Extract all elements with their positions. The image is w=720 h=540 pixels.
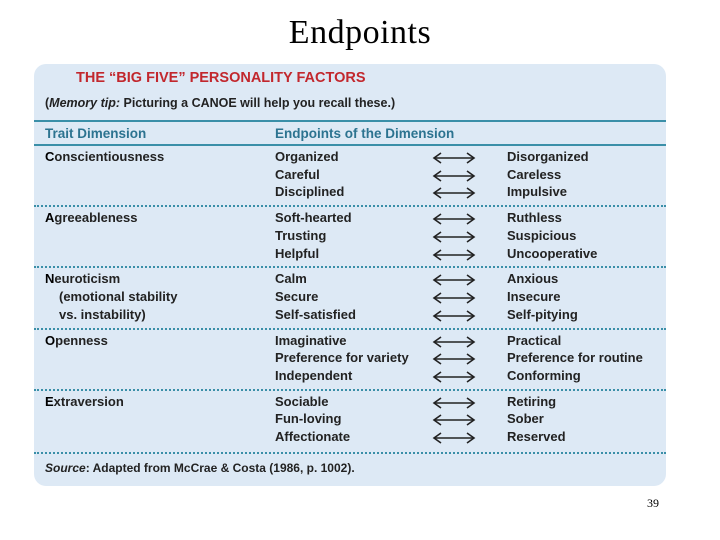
memory-tip-text: Picturing a CANOE will help you recall these. (123, 96, 391, 110)
endpoint-low: Fun-loving (275, 411, 342, 427)
trait-name (45, 270, 177, 323)
trait-name-rest: greeableness (54, 210, 138, 226)
page-number: 39 (647, 496, 659, 510)
endpoint-low: Secure (275, 289, 319, 305)
trait-name-rest: penness (55, 332, 108, 348)
source-divider (34, 452, 666, 454)
endpoint-low: Preference for variety (275, 350, 409, 366)
row-divider (34, 328, 666, 330)
endpoint-high: Suspicious (507, 227, 577, 243)
trait-subtitle: (emotional stability (59, 289, 178, 305)
header-top-rule (34, 120, 666, 122)
double-arrow-icon (432, 431, 476, 443)
double-arrow-icon (432, 352, 476, 364)
trait-name (45, 332, 108, 350)
endpoint-high: Practical (507, 332, 562, 348)
endpoint-high: Uncooperative (507, 245, 598, 261)
row-divider (34, 266, 666, 268)
endpoint-high: Retiring (507, 393, 557, 409)
trait-name-rest: onscientiousness (54, 149, 165, 164)
double-arrow-icon (432, 309, 476, 321)
big-five-table (34, 64, 666, 486)
endpoint-high: Impulsive (507, 184, 567, 200)
double-arrow-icon (432, 413, 476, 425)
source-label: Source (45, 461, 86, 475)
trait-name-rest: xtraversion (53, 393, 124, 409)
endpoint-high: Conforming (507, 367, 581, 383)
double-arrow-icon (432, 370, 476, 382)
trait-subtitle: vs. instability) (59, 306, 146, 322)
endpoint-high: Careless (507, 166, 562, 182)
column-header-endpoints: Endpoints of the Dimension (275, 126, 455, 141)
trait-initial: C (45, 149, 55, 164)
slide-title: Endpoints (288, 14, 432, 51)
source-text: Adapted from McCrae & Costa (1986, p. 1002). (92, 461, 355, 475)
header-bottom-rule (34, 144, 666, 146)
endpoint-high: Ruthless (507, 210, 562, 226)
endpoint-low: Sociable (275, 393, 329, 409)
memory-tip: (Memory tip: Picturing a CANOE will help you recall these.) (45, 96, 396, 110)
endpoint-high: Disorganized (507, 149, 589, 164)
endpoint-high: Reserved (507, 429, 566, 445)
double-arrow-icon (432, 291, 476, 303)
row-divider (34, 205, 666, 207)
double-arrow-icon (432, 186, 476, 198)
endpoint-high: Insecure (507, 289, 561, 305)
double-arrow-icon (432, 248, 476, 260)
endpoint-low: Helpful (275, 245, 320, 261)
trait-initial: E (45, 393, 54, 409)
endpoint-low: Disciplined (275, 184, 345, 200)
double-arrow-icon (432, 230, 476, 242)
endpoint-low: Self-satisfied (275, 306, 356, 322)
trait-initial: N (45, 271, 55, 287)
endpoint-low: Imaginative (275, 332, 347, 348)
trait-name (45, 393, 124, 411)
endpoint-low: Affectionate (275, 429, 351, 445)
endpoint-low: Independent (275, 367, 353, 383)
table-heading: THE “BIG FIVE” PERSONALITY FACTORS (76, 70, 366, 86)
endpoint-high: Preference for routine (507, 350, 643, 366)
endpoint-low: Organized (275, 149, 339, 164)
endpoint-high: Anxious (507, 271, 559, 287)
endpoint-low: Careful (275, 166, 320, 182)
memory-tip-label: Memory tip: (49, 96, 121, 110)
trait-name (45, 148, 164, 166)
trait-initial: A (45, 210, 55, 226)
double-arrow-icon (432, 169, 476, 181)
endpoint-low: Calm (275, 271, 307, 287)
source-note: Source: Adapted from McCrae & Costa (1986, p. 1002). (45, 461, 355, 475)
endpoint-low: Trusting (275, 227, 327, 243)
double-arrow-icon (432, 151, 476, 163)
trait-name (45, 209, 138, 227)
endpoint-low: Soft-hearted (275, 210, 352, 226)
double-arrow-icon (432, 335, 476, 347)
row-divider (34, 389, 666, 391)
double-arrow-icon (432, 273, 476, 285)
double-arrow-icon (432, 212, 476, 224)
column-header-trait: Trait Dimension (45, 126, 147, 141)
trait-initial: O (45, 332, 56, 348)
endpoint-high: Sober (507, 411, 544, 427)
endpoint-high: Self-pitying (507, 306, 578, 322)
double-arrow-icon (432, 396, 476, 408)
trait-name-rest: euroticism (54, 271, 121, 287)
